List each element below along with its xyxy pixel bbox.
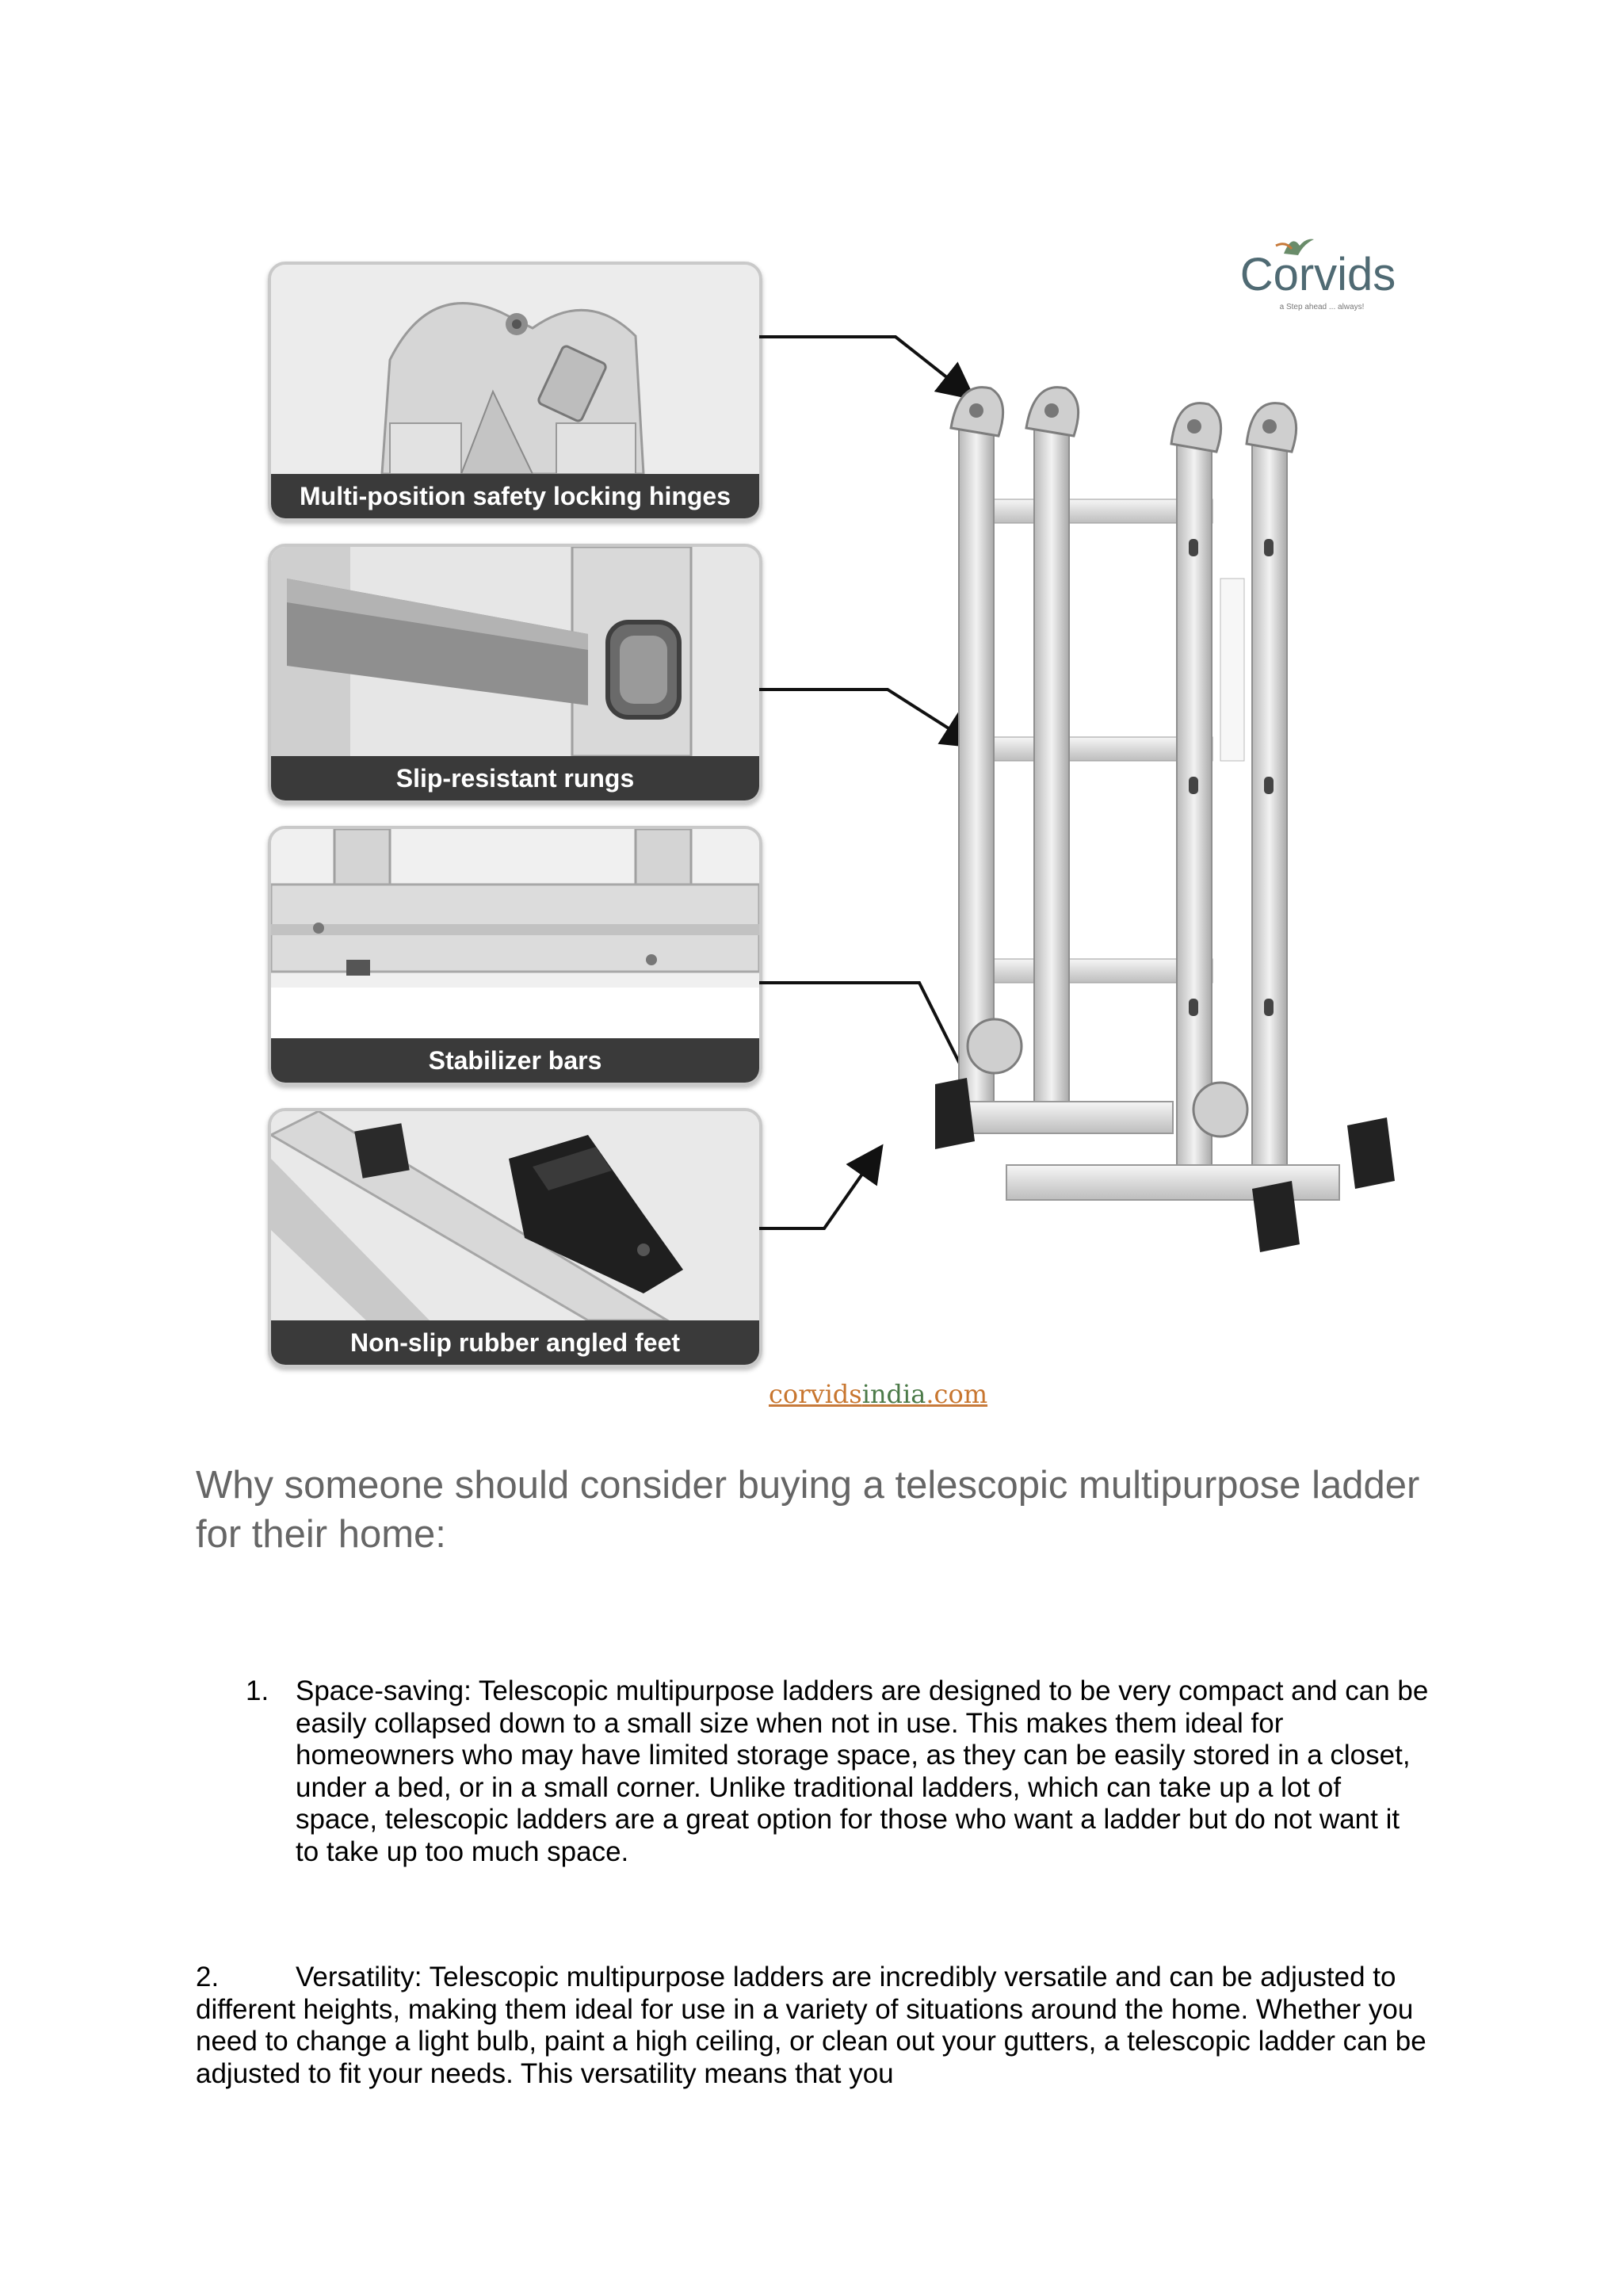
ladder-image: [935, 365, 1411, 1276]
website-url-part: india: [861, 1379, 926, 1409]
website-url-part: corvids: [769, 1379, 862, 1409]
website-url-part: .com: [926, 1379, 988, 1409]
callout-caption: Multi-position safety locking hinges: [271, 474, 759, 518]
callout-caption: Slip-resistant rungs: [271, 756, 759, 800]
list-item-number: 1.: [246, 1675, 269, 1706]
brand-tagline: a Step ahead ... always!: [1279, 303, 1365, 311]
callout-caption: Stabilizer bars: [271, 1038, 759, 1083]
list-item-number: 2.: [196, 1962, 220, 1992]
brand-logo: Corvids: [1239, 249, 1396, 300]
list-item: [196, 1962, 1432, 2090]
article-heading: Why someone should consider buying a telescopic multipurpose ladder for their home:: [196, 1464, 1420, 1556]
website-url[interactable]: [769, 1379, 987, 1409]
list-item-text: Versatility: Telescopic multipurpose ladders are incredibly versatile and can be adjusted to different heights, making them ideal for use in a variety of situations around the home. Whether you need to change a light bulb, paint a high ceiling, or clean out your gutters, a telescopic ladder can be adjusted to fit your needs. This versatility means that you: [196, 1962, 1426, 2089]
callout-caption: Non-slip rubber angled feet: [271, 1320, 759, 1365]
arrow-feet: [759, 1149, 880, 1228]
list-item-text: Space-saving: Telescopic multipurpose ladders are designed to be very compact and can be easily collapsed down to a small size when not in use. This makes them ideal for homeowners who may have limited storage space, as they can be easily stored in a closet, under a bed, or in a small corner. Unlike traditional ladders, which can take up a lot of space, telescopic ladders are a great option for those who want a ladder but do not want it to take up too much space.: [296, 1675, 1429, 1867]
